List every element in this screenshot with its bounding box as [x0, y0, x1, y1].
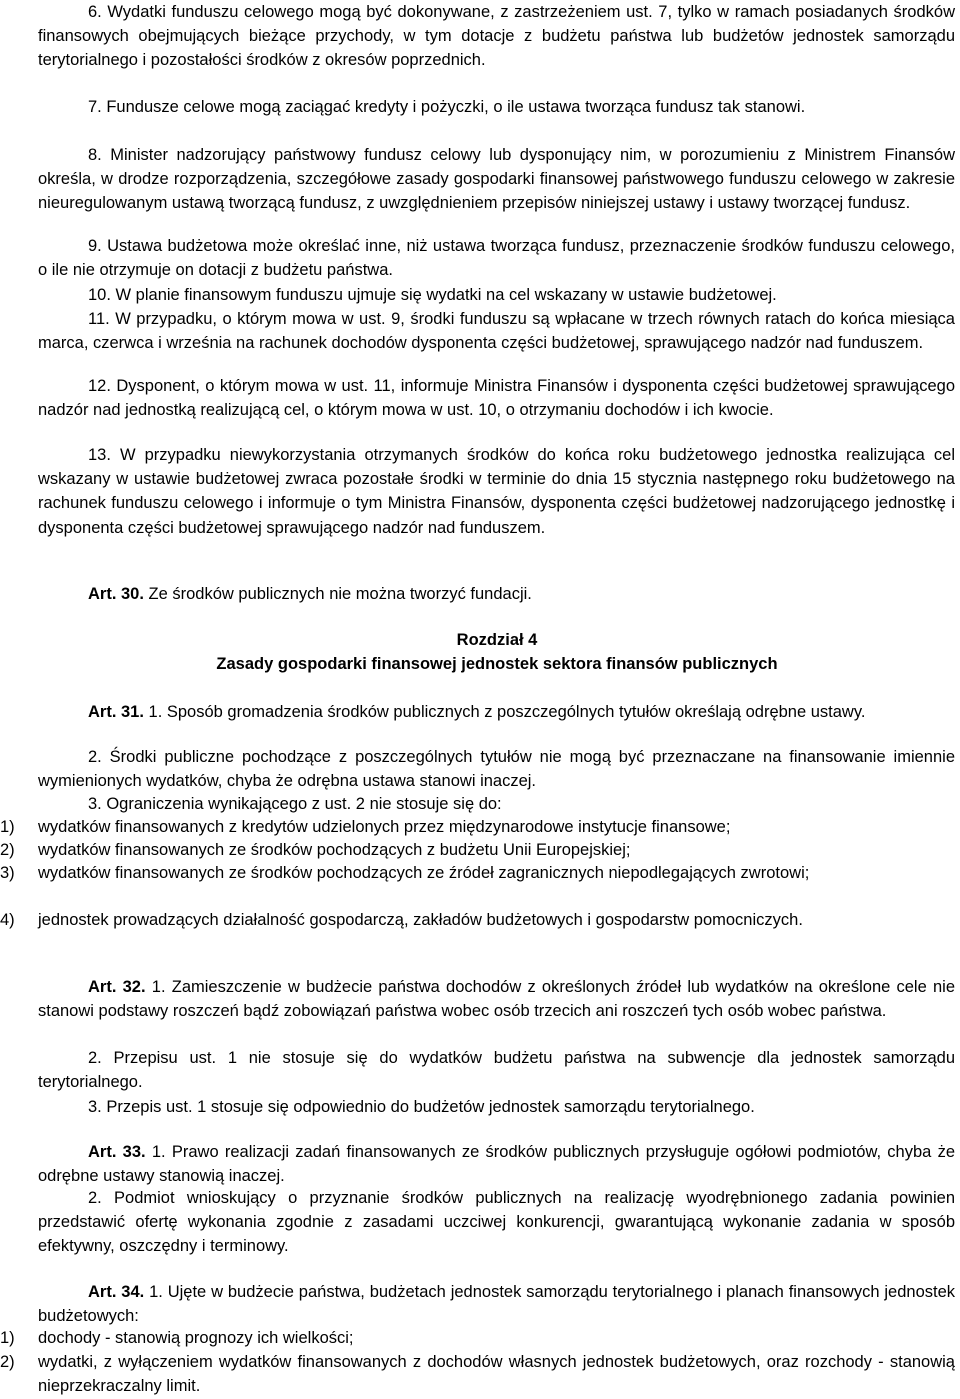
article-34-p1-text: 1. Ujęte w budżecie państwa, budżetach jednostek samorządu terytorialnego i planach finansowych jednostek budżetowych: — [38, 1283, 956, 1326]
article-31-label: Art. 31. — [88, 703, 144, 721]
article-31-p1-text: 1. Sposób gromadzenia środków publicznych z poszczególnych tytułów określają odrębne ustawy. — [148, 703, 866, 721]
article-33-paragraph-1 — [38, 1140, 955, 1188]
list-item-text: wydatków finansowanych z kredytów udzielonych przez międzynarodowe instytucje finansowe; — [38, 818, 731, 836]
paragraph-8: 8. Minister nadzorujący państwowy fundusz celowy lub dysponujący nim, w porozumieniu z Ministrem Finansów określa, w drodze rozporządzenia, szczegółowe zasady gospodarki finansowej państwowego funduszu celowego w zakresie nieuregulowanym ustawą tworzącą fundusz, z uwzględnieniem przepisów niniejszej ustawy i ustawy tworzącej fundusz. — [38, 146, 955, 213]
list-item-number: 3) — [0, 864, 15, 882]
list-item-number: 1) — [0, 1329, 15, 1347]
list-item-text: wydatki, z wyłączeniem wydatków finansowanych z dochodów własnych jednostek budżetowych, oraz rozchody - stanowią nieprzekraczalny limit. — [38, 1353, 955, 1396]
list-item-text: wydatków finansowanych ze środków pochodzących z budżetu Unii Europejskiej; — [38, 841, 631, 859]
article-31-paragraph-3: 3. Ograniczenia wynikającego z ust. 2 nie stosuje się do: — [88, 795, 502, 813]
list-item-number: 4) — [0, 911, 15, 929]
list-item-number: 2) — [0, 1353, 15, 1371]
chapter-title: Zasady gospodarki finansowej jednostek sektora finansów publicznych — [216, 655, 778, 673]
article-32-paragraph-1 — [38, 975, 955, 1023]
article-31-paragraph-1 — [38, 700, 955, 724]
article-30-label: Art. 30. — [88, 585, 144, 603]
paragraph-9: 9. Ustawa budżetowa może określać inne, niż ustawa tworząca fundusz, przeznaczenie środków funduszu celowego, o ile nie otrzymuje on dotacji z budżetu państwa. — [38, 237, 955, 280]
article-34-paragraph-1 — [38, 1280, 955, 1328]
list-item — [0, 908, 955, 932]
paragraph-10: 10. W planie finansowym funduszu ujmuje się wydatki na cel wskazany w ustawie budżetowej. — [88, 286, 777, 304]
list-item — [0, 815, 955, 839]
article-32-p1-text: 1. Zamieszczenie w budżecie państwa dochodów z określonych źródeł lub wydatków na określone cele nie stanowi podstawy roszczeń bądź zobowiązań państwa wobec osób trzecich ani roszczeń tych osób wobec państwa. — [38, 978, 955, 1021]
list-item-text: jednostek prowadzących działalność gospodarczą, zakładów budżetowych i gospodarstw pomocniczych. — [38, 911, 803, 929]
list-item-text: dochody - stanowią prognozy ich wielkości; — [38, 1329, 354, 1347]
list-item-number: 2) — [0, 841, 15, 859]
list-item-text: wydatków finansowanych ze środków pochodzących ze źródeł zagranicznych niepodlegających zwrotowi; — [38, 864, 810, 882]
paragraph-12: 12. Dysponent, o którym mowa w ust. 11, informuje Ministra Finansów i dysponenta części budżetowej sprawującego nadzór nad jednostką realizującą cel, o którym mowa w ust. 10, o otrzymaniu dochodów i ich kwocie. — [38, 377, 955, 420]
article-30-text: Ze środków publicznych nie można tworzyć fundacji. — [148, 585, 532, 603]
article-32-paragraph-3: 3. Przepis ust. 1 stosuje się odpowiednio do budżetów jednostek samorządu terytorialnego. — [88, 1098, 755, 1116]
article-32-paragraph-2: 2. Przepisu ust. 1 nie stosuje się do wydatków budżetu państwa na subwencje dla jednostek samorządu terytorialnego. — [38, 1049, 955, 1092]
article-34-label: Art. 34. — [88, 1283, 145, 1301]
article-31-paragraph-2: 2. Środki publiczne pochodzące z poszczególnych tytułów nie mogą być przeznaczane na finansowanie imiennie wymienionych wydatków, chyba że odrębna ustawa stanowi inaczej. — [38, 748, 955, 791]
list-item — [0, 1350, 955, 1398]
article-32-label: Art. 32. — [88, 978, 146, 996]
list-item — [0, 1326, 955, 1350]
list-item — [0, 861, 955, 885]
paragraph-11: 11. W przypadku, o którym mowa w ust. 9, środki funduszu są wpłacane w trzech równych ratach do końca miesiąca marca, czerwca i września na rachunek dochodów dysponenta części budżetowej, sprawującego nadzór nad funduszem. — [38, 310, 955, 353]
list-item — [0, 838, 955, 862]
paragraph-6: 6. Wydatki funduszu celowego mogą być dokonywane, z zastrzeżeniem ust. 7, tylko w ramach posiadanych środków finansowych obejmujących bieżące przychody, w tym dotacje z budżetu państwa lub budżetów jednostek samorządu terytorialnego i pozostałości środków z okresów poprzednich. — [38, 3, 955, 70]
article-33-p1-text: 1. Prawo realizacji zadań finansowanych ze środków publicznych przysługuje ogółowi podmiotów, chyba że odrębne ustawy stanowią inaczej. — [38, 1143, 955, 1186]
article-33-paragraph-2: 2. Podmiot wnioskujący o przyznanie środków publicznych na realizację wyodrębnionego zadania powinien przedstawić ofertę wykonania zgodnie z zasadami uczciwej konkurencji, gwarantującą wykonanie zadania w sposób efektywny, oszczędny i terminowy. — [38, 1189, 955, 1256]
chapter-number: Rozdział 4 — [456, 631, 538, 649]
paragraph-7: 7. Fundusze celowe mogą zaciągać kredyty i pożyczki, o ile ustawa tworząca fundusz tak stanowi. — [88, 98, 806, 116]
paragraph-13: 13. W przypadku niewykorzystania otrzymanych środków do końca roku budżetowego jednostka realizująca cel wskazany w ustawie budżetowej zwraca pozostałe środki w terminie do dnia 15 stycznia następnego roku budżetowego na rachunek funduszu celowego i informuje o tym Ministra Finansów, dysponenta części budżetowej nadzorującego jednostkę i dysponenta części budżetowej sprawującego nadzór nad funduszem. — [38, 446, 955, 537]
article-33-label: Art. 33. — [88, 1143, 146, 1161]
article-30 — [38, 582, 955, 606]
list-item-number: 1) — [0, 818, 15, 836]
